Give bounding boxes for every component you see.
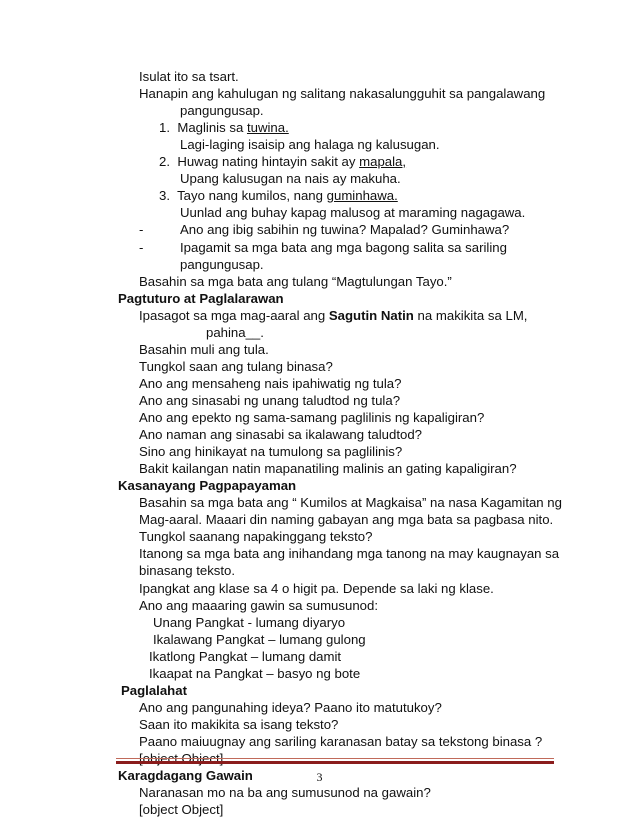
text-line: Basahin muli ang tula. bbox=[139, 342, 269, 357]
item-number: 2. bbox=[159, 154, 170, 169]
text-line: Ano ang epekto ng sama-samang paglilinis ng kapaligiran? bbox=[139, 410, 485, 425]
text-line: Uunlad ang buhay kapag malusog at maraming nagagawa. bbox=[180, 205, 526, 220]
text-line: Ikatlong Pangkat – lumang damit bbox=[149, 649, 342, 664]
text-line: Ano ang sinasabi ng unang taludtod ng tula? bbox=[139, 393, 401, 408]
item-number: 3. bbox=[159, 188, 170, 203]
text-line: Saan ito makikita sa isang teksto? bbox=[139, 717, 339, 732]
text-line: Upang kalusugan na nais ay makuha. bbox=[180, 171, 401, 186]
text-line: Mag-aaral. Maaari din naming gabayan ang mga bata sa pagbasa nito. bbox=[139, 512, 554, 527]
text-line: Sino ang hinikayat na tumulong sa paglilinis? bbox=[139, 444, 403, 459]
text-line: Basahin sa mga bata ang tulang “Magtulungan Tayo.” bbox=[139, 274, 452, 289]
text-run: na makikita sa LM, bbox=[413, 308, 528, 323]
item-text: Tayo nang kumilos, nang bbox=[177, 188, 327, 203]
page-number: 3 bbox=[316, 770, 323, 784]
text-line: Ano ang ibig sabihin ng tuwina? Mapalad? Guminhawa? bbox=[180, 222, 510, 237]
text-line: Basahin sa mga bata ang “ Kumilos at Magkaisa” na nasa Kagamitan ng bbox=[139, 495, 562, 510]
text-line: Ano ang mensaheng nais ipahiwatig ng tula? bbox=[139, 376, 402, 391]
text-line: Ikalawang Pangkat – lumang gulong bbox=[153, 632, 366, 647]
item-text: Maglinis sa bbox=[177, 120, 247, 135]
text-line: Paano maiuugnay ang sariling karanasan batay sa tekstong binasa ? bbox=[139, 734, 543, 749]
text-line: Ano ang maaaring gawin sa sumusunod: bbox=[139, 598, 378, 613]
section-heading: Pagtuturo at Paglalarawan bbox=[118, 291, 284, 306]
text-line: [object Object] bbox=[139, 802, 224, 817]
text-line: Ikaapat na Pangkat – basyo ng bote bbox=[149, 666, 361, 681]
item-number: 1. bbox=[159, 120, 170, 135]
item-text: Huwag nating hintayin sakit ay bbox=[177, 154, 360, 169]
text-line: Ano ang pangunahing ideya? Paano ito matutukoy? bbox=[139, 700, 442, 715]
numbered-item bbox=[159, 188, 398, 204]
section-heading: Paglalahat bbox=[121, 683, 187, 698]
text-line: Ipagamit sa mga bata ang mga bagong salita sa sariling bbox=[180, 240, 507, 255]
text-line: Naranasan mo na ba ang sumusunod na gawain? bbox=[139, 785, 431, 800]
footer-rule-thick bbox=[116, 761, 554, 764]
section-heading: Karagdagang Gawain bbox=[118, 768, 253, 783]
text-line: pangungusap. bbox=[180, 257, 264, 272]
bold-text: Sagutin Natin bbox=[328, 308, 414, 323]
text-line: Ipangkat ang klase sa 4 o higit pa. Depende sa laki ng klase. bbox=[139, 581, 494, 596]
footer-rule-thin bbox=[116, 758, 554, 759]
underlined-word: guminhawa. bbox=[326, 188, 398, 203]
text-line: binasang teksto. bbox=[139, 563, 236, 578]
text-line: Itanong sa mga bata ang inihandang mga tanong na may kaugnayan sa bbox=[139, 546, 560, 561]
underlined-word: tuwina. bbox=[246, 120, 289, 135]
numbered-item bbox=[159, 120, 289, 136]
dash-bullet: - bbox=[139, 240, 144, 255]
text-line bbox=[139, 751, 223, 767]
text-line: Bakit kailangan natin mapanatiling malinis an gating kapaligiran? bbox=[139, 461, 517, 476]
text-line: Isulat ito sa tsart. bbox=[139, 69, 239, 84]
text-line: Ano naman ang sinasabi sa ikalawang taludtod? bbox=[139, 427, 422, 442]
numbered-item bbox=[159, 154, 406, 170]
text-line bbox=[139, 308, 527, 324]
text-line: pahina__. bbox=[206, 325, 264, 340]
text-line: Lagi-laging isaisip ang halaga ng kalusugan. bbox=[180, 137, 440, 152]
section-heading: Kasanayang Pagpapayaman bbox=[118, 478, 297, 493]
text-line: Unang Pangkat - lumang diyaryo bbox=[153, 615, 346, 630]
text-line: Tungkol saanang napakinggang teksto? bbox=[139, 529, 373, 544]
text-line: Hanapin ang kahulugan ng salitang nakasalungguhit sa pangalawang bbox=[139, 86, 546, 101]
text-line: Tungkol saan ang tulang binasa? bbox=[139, 359, 333, 374]
text-run: Ipasagot sa mga mag-aaral ang bbox=[139, 308, 329, 323]
underlined-word: mapala, bbox=[359, 154, 407, 169]
text-line: pangungusap. bbox=[180, 103, 264, 118]
dash-bullet: - bbox=[139, 222, 144, 237]
